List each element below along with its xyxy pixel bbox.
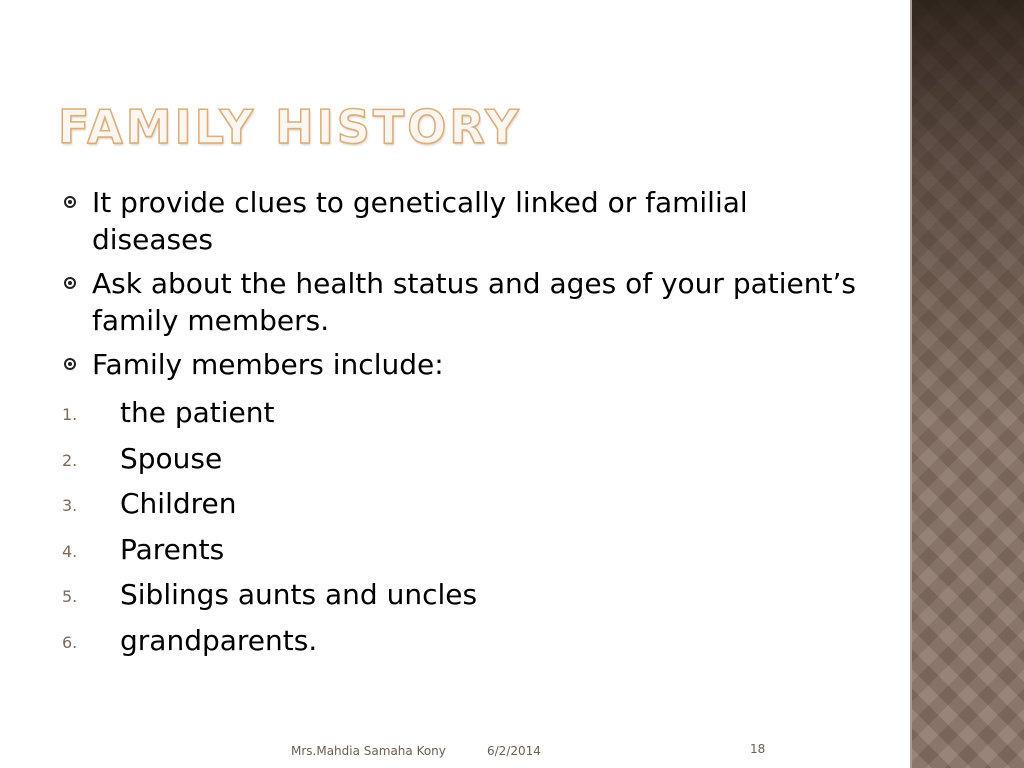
list-number: 2. [62, 450, 78, 470]
list-number: 6. [62, 632, 78, 652]
list-number: 3. [62, 496, 78, 516]
bullet-item [62, 184, 862, 258]
list-item-label: Siblings aunts and uncles [120, 578, 478, 612]
slide-title: FAMILY HISTORY [58, 100, 522, 154]
list-item-label: Spouse [120, 441, 223, 475]
bullet-list [62, 184, 862, 390]
bullet-text: Ask about the health status and ages of your patient’s family members. [92, 267, 856, 337]
footer-author: Mrs.Mahdia Samaha Kony [291, 744, 446, 758]
list-item-label: Children [120, 487, 237, 521]
bullet-text: It provide clues to genetically linked or familial diseases [92, 186, 748, 256]
list-item-label: grandparents. [120, 623, 318, 657]
bullet-item [62, 346, 862, 383]
circled-dot-bullet-icon [64, 358, 76, 370]
circled-dot-bullet-icon [64, 277, 76, 289]
list-item-label: Parents [120, 532, 225, 566]
list-item-label: the patient [120, 396, 275, 429]
footer-page-number: 18 [750, 742, 766, 756]
bullet-text: Family members include: [92, 348, 444, 381]
list-number: 5. [62, 587, 78, 607]
decorative-side-panel [912, 0, 1024, 768]
circled-dot-bullet-icon [64, 196, 76, 208]
list-number: 4. [62, 541, 78, 561]
bullet-item [62, 265, 862, 339]
list-number: 1. [62, 405, 78, 424]
footer-date: 6/2/2014 [487, 744, 541, 758]
